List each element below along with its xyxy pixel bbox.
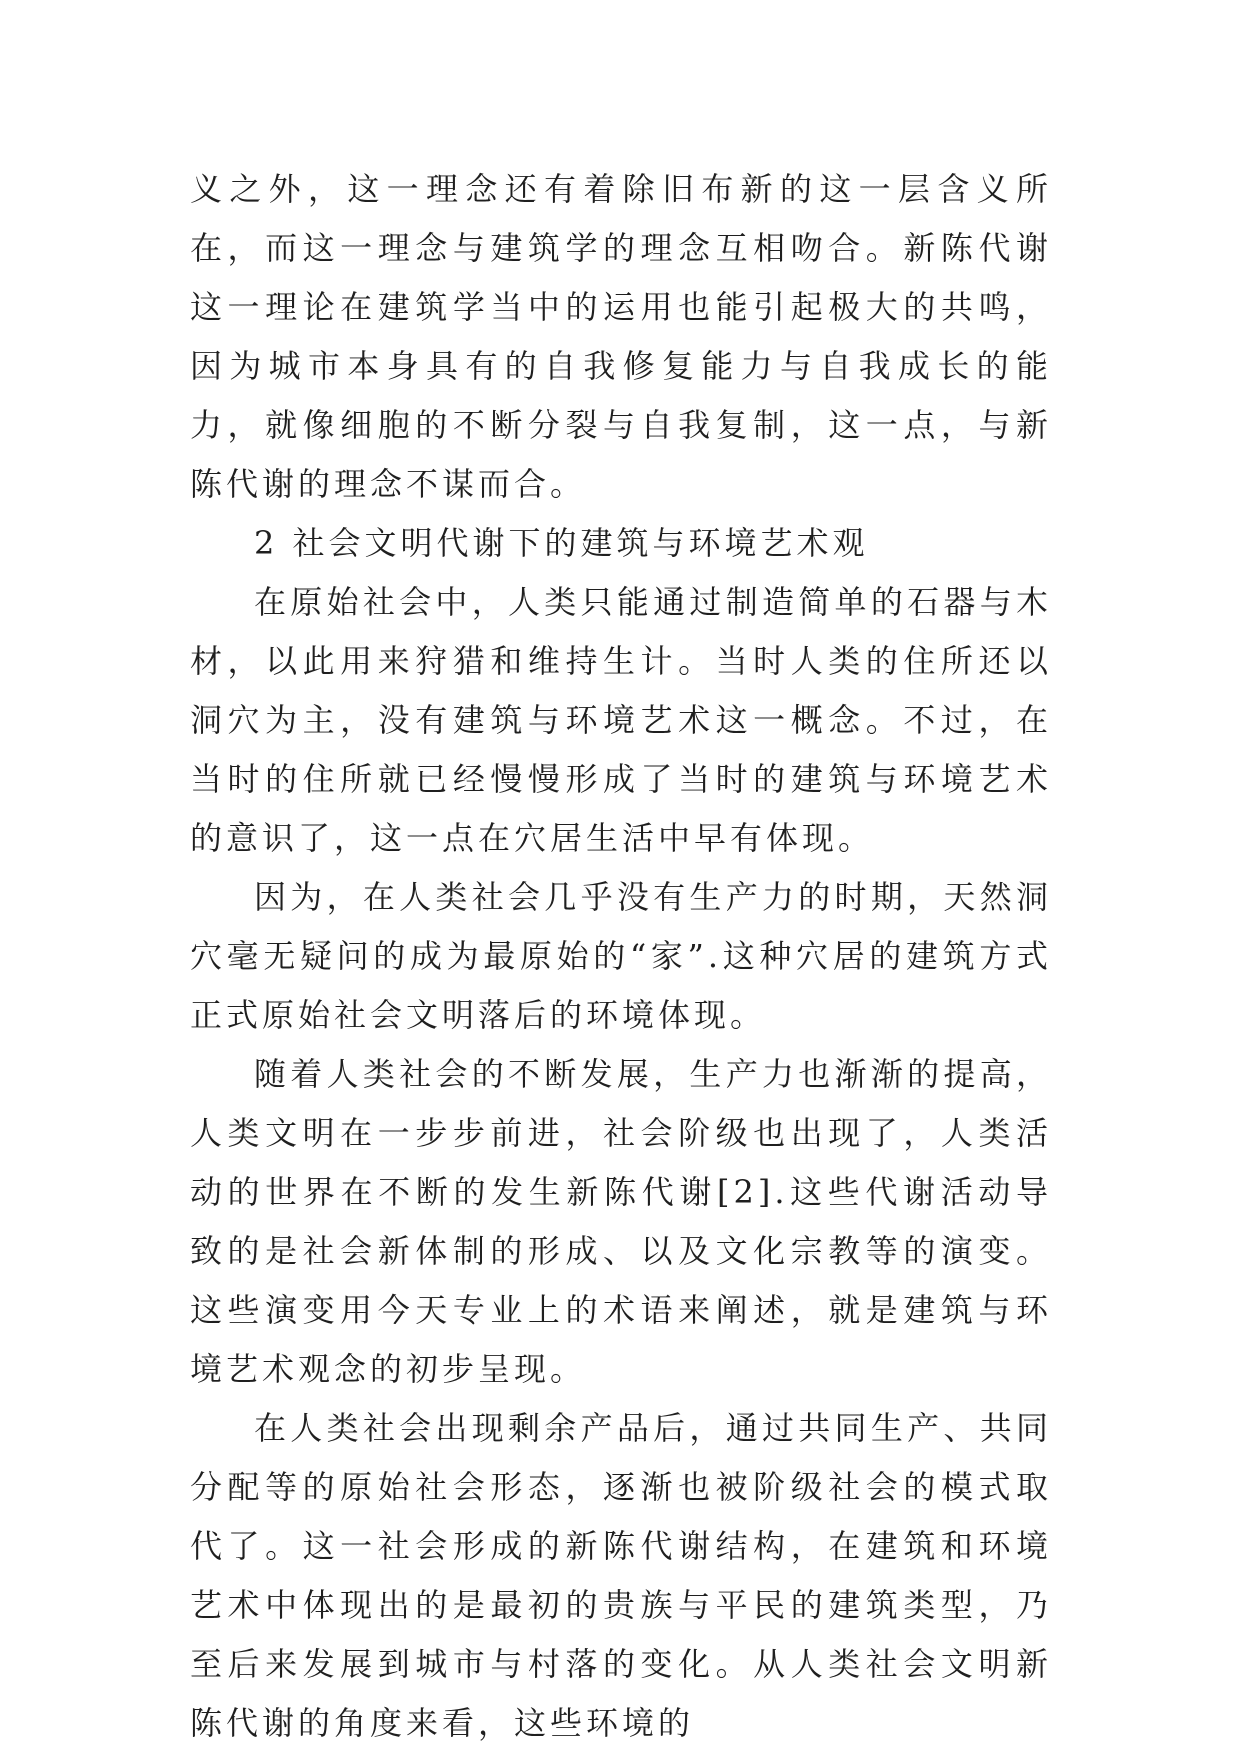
- section-heading: 2 社会文明代谢下的建筑与环境艺术观: [254, 524, 869, 562]
- document-body: [190, 160, 1052, 1753]
- paragraph-social-development: 随着人类社会的不断发展，生产力也渐渐的提高，人类文明在一步步前进，社会阶级也出现了，人类活动的世界在不断的发生新陈代谢[2].这些代谢活动导致的是社会新体制的形成、以及文化宗教等的演变。这些演变用今天专业上的术语来阐述，就是建筑与环境艺术观念的初步呈现。: [190, 1055, 1052, 1388]
- paragraph-cave-dwelling: 因为，在人类社会几乎没有生产力的时期，天然洞穴毫无疑问的成为最原始的“家”.这种穴居的建筑方式正式原始社会文明落后的环境体现。: [190, 878, 1052, 1034]
- paragraph-continuation: 义之外，这一理念还有着除旧布新的这一层含义所在，而这一理念与建筑学的理念互相吻合。新陈代谢这一理论在建筑学当中的运用也能引起极大的共鸣，因为城市本身具有的自我修复能力与自我成长的能力，就像细胞的不断分裂与自我复制，这一点，与新陈代谢的理念不谋而合。: [190, 170, 1052, 503]
- paragraph-surplus-products: 在人类社会出现剩余产品后，通过共同生产、共同分配等的原始社会形态，逐渐也被阶级社会的模式取代了。这一社会形成的新陈代谢结构，在建筑和环境艺术中体现出的是最初的贵族与平民的建筑类型，乃至后来发展到城市与村落的变化。从人类社会文明新陈代谢的角度来看，这些环境的: [190, 1409, 1052, 1742]
- paragraph-primitive-society: 在原始社会中，人类只能通过制造简单的石器与木材，以此用来狩猎和维持生计。当时人类的住所还以洞穴为主，没有建筑与环境艺术这一概念。不过，在当时的住所就已经慢慢形成了当时的建筑与环境艺术的意识了，这一点在穴居生活中早有体现。: [190, 583, 1052, 857]
